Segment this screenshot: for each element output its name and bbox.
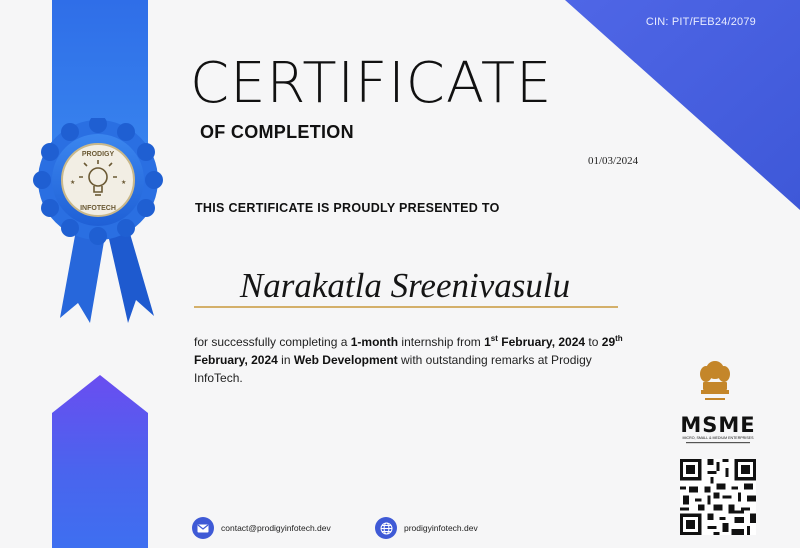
website-text: prodigyinfotech.dev — [404, 523, 478, 533]
badge-top-text: PRODIGY — [81, 151, 115, 158]
presented-to-label: THIS CERTIFICATE IS PROUDLY PRESENTED TO — [195, 201, 500, 215]
msme-logo — [678, 412, 758, 446]
recipient-name: Narakatla Sreenivasulu — [239, 266, 571, 305]
email-icon — [192, 517, 214, 539]
national-emblem-icon — [695, 358, 735, 408]
certificate-title: CERTIFICATE — [190, 51, 553, 116]
badge-rosette — [20, 118, 170, 330]
completion-description: for successfully completing a 1-month internship from 1st February, 2024 to 29th February, 2024 in Web Development with outstanding remarks at Prodigy InfoTech. — [194, 334, 623, 385]
name-underline — [194, 306, 618, 308]
msme-logo-text: MSME — [680, 413, 756, 437]
corner-triangle — [565, 0, 800, 210]
qr-code[interactable] — [680, 459, 756, 535]
issue-date: 01/03/2024 — [588, 155, 639, 167]
msme-caption: MICRO, SMALL & MEDIUM ENTERPRISES — [682, 436, 754, 440]
globe-icon — [375, 517, 397, 539]
certificate-subtitle: OF COMPLETION — [200, 122, 354, 142]
contact-email[interactable] — [192, 517, 331, 539]
contact-website[interactable] — [375, 517, 478, 539]
svg-text:★: ★ — [121, 180, 127, 186]
email-text: contact@prodigyinfotech.dev — [221, 523, 331, 533]
certificate-id: CIN: PIT/FEB24/2079 — [645, 16, 756, 28]
left-arch-decoration — [52, 375, 148, 548]
badge-bottom-text: INFOTECH — [80, 205, 116, 212]
svg-text:★: ★ — [70, 180, 76, 186]
